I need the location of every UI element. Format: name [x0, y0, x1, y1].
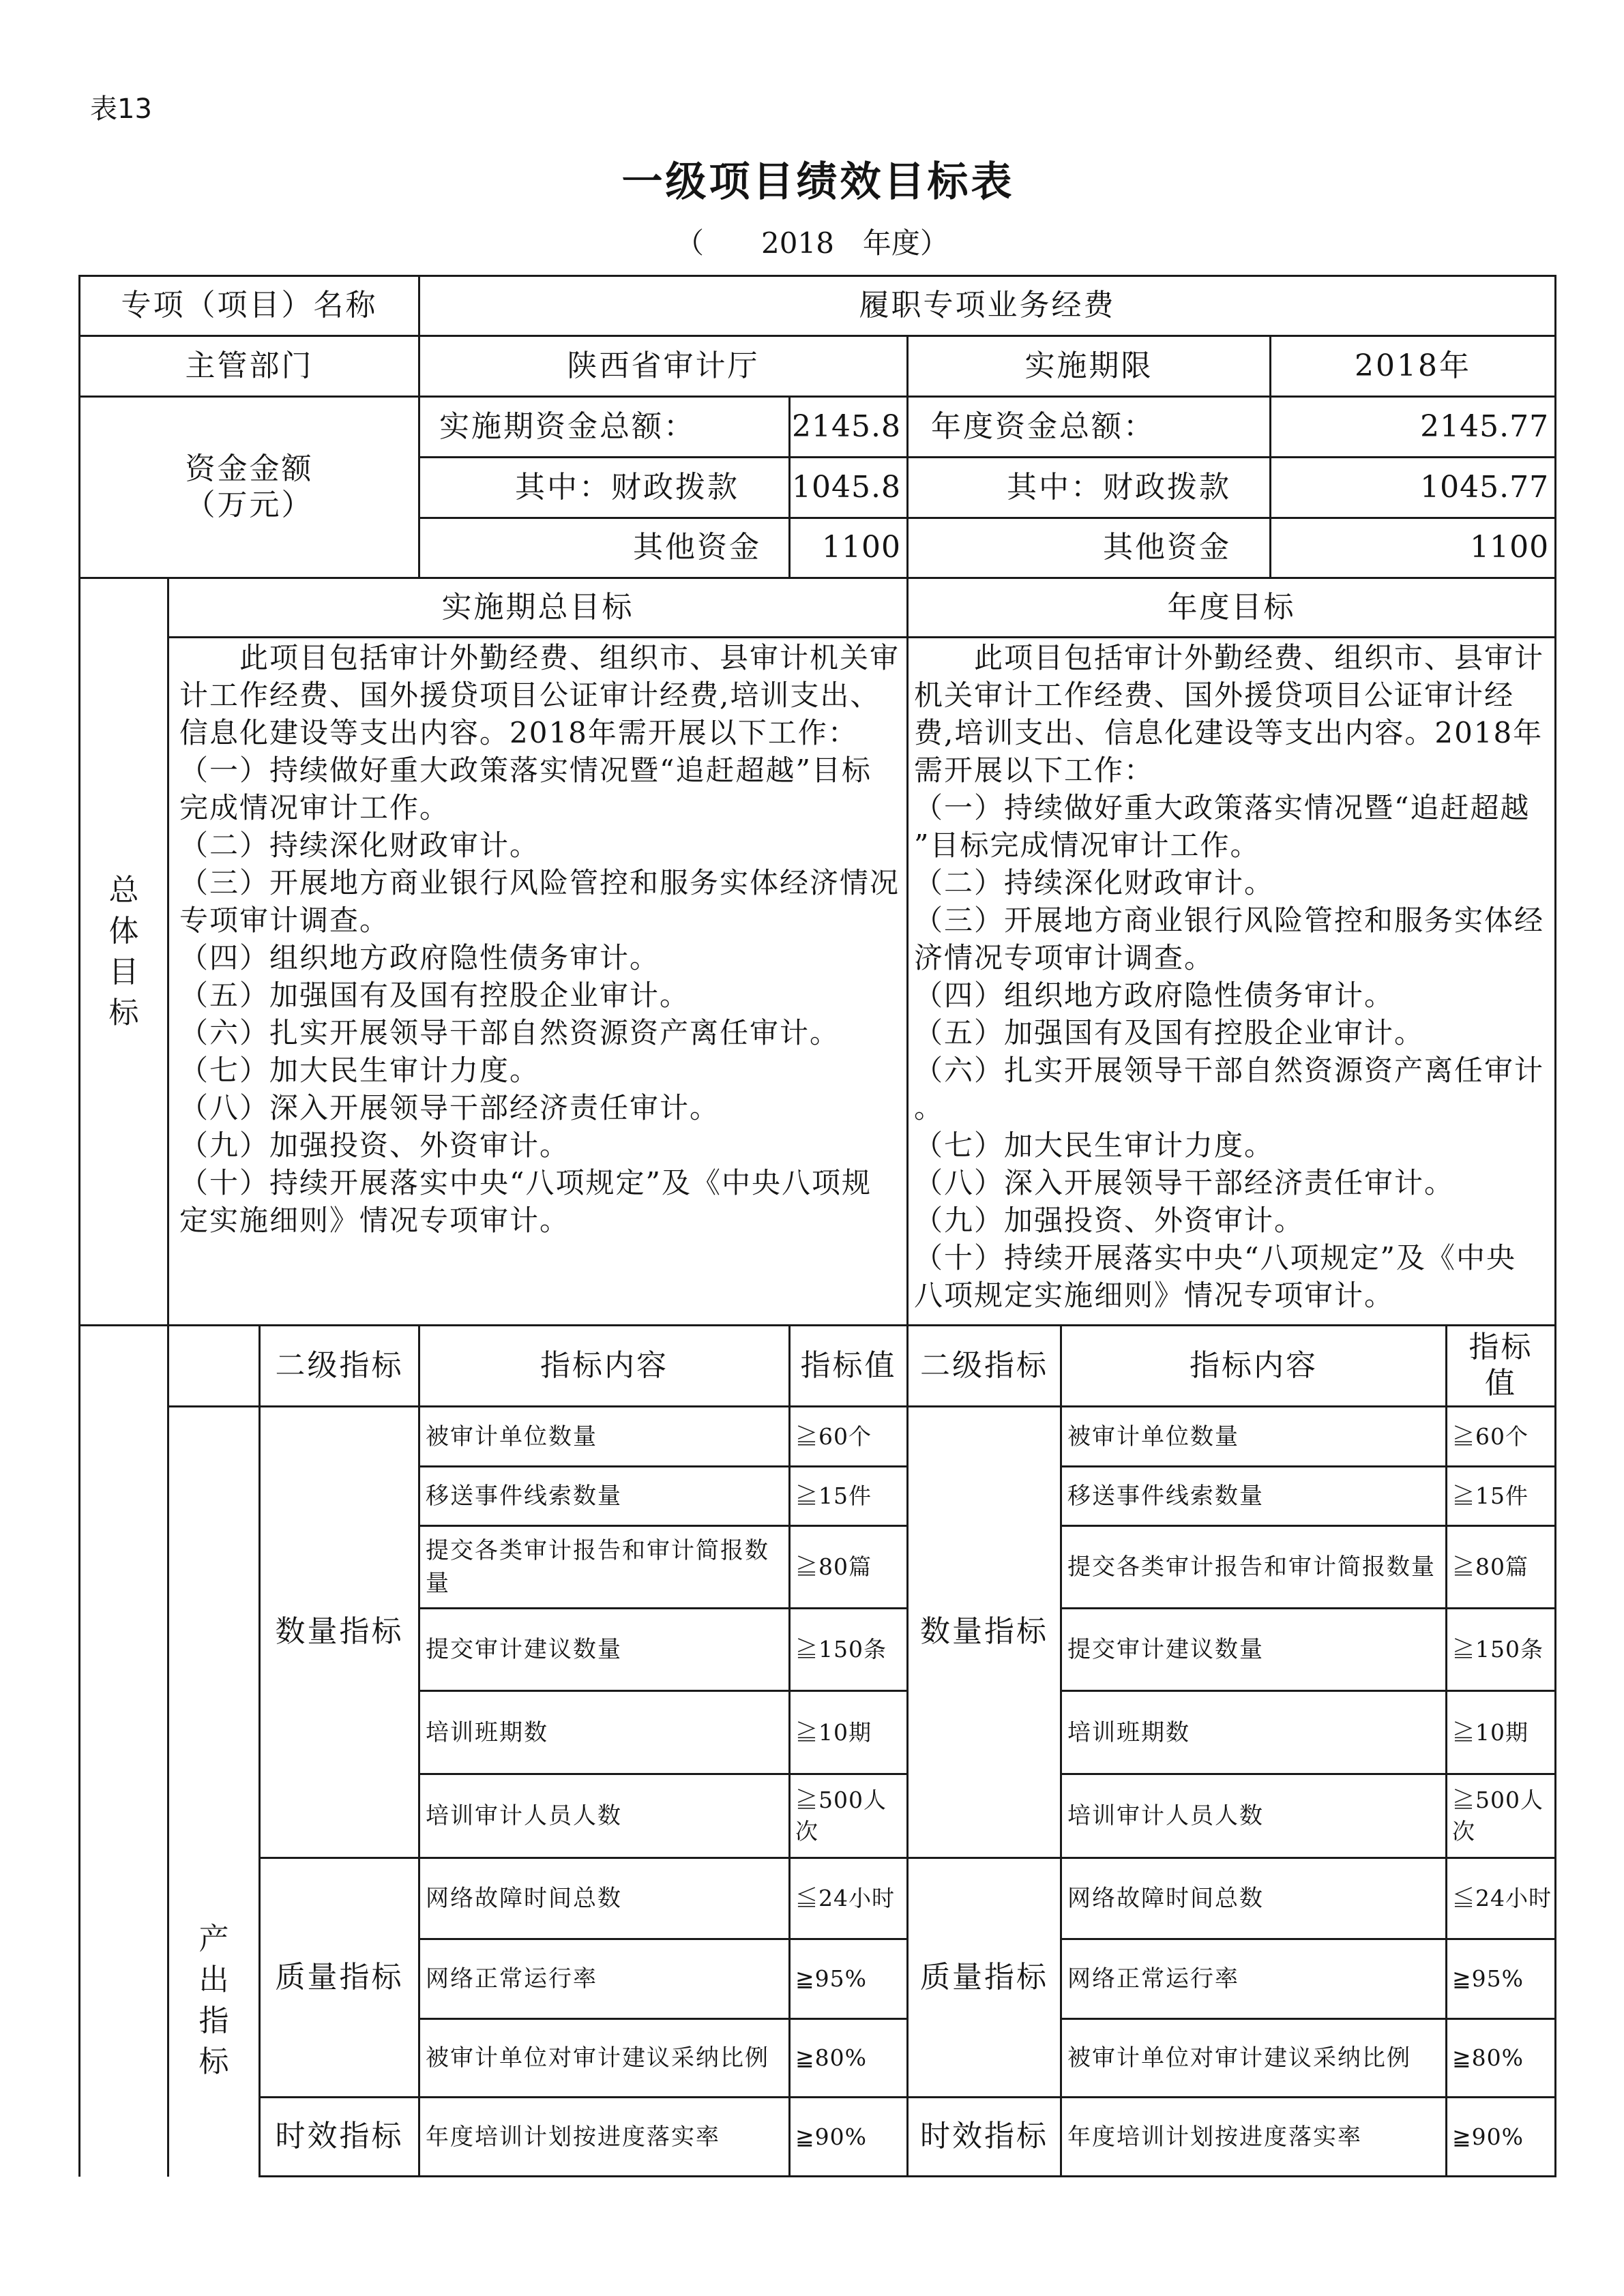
goal-text-line: （七）加大民生审计力度。: [179, 1054, 540, 1087]
goal-text-line: （五）加强国有及国有控股企业审计。: [914, 1016, 1425, 1049]
goal-text-line: 。: [914, 1091, 945, 1124]
indicator-value-annual: ≦24小时: [1447, 1858, 1556, 1939]
goal-text-line: （八）深入开展领导干部经济责任审计。: [914, 1166, 1455, 1199]
goal-text-line: 机关审计工作经费、国外援贷项目公证审计经: [914, 679, 1515, 712]
indicator-content-period: 移送事件线索数量: [419, 1467, 790, 1526]
goal-text-line: （三）开展地方商业银行风险管控和服务实体经济情况: [179, 866, 900, 899]
goal-text-line: 专项审计调查。: [179, 904, 390, 937]
period-goal-cell: [168, 638, 908, 1326]
goal-text-line: ”目标完成情况审计工作。: [914, 829, 1260, 862]
goal-text-line: （四）组织地方政府隐性债务审计。: [179, 941, 660, 974]
header-blank-cell: [168, 1326, 260, 1407]
indicator-content-annual: 培训审计人员人数: [1061, 1774, 1447, 1858]
indicator-value-annual: ≧90%: [1447, 2098, 1556, 2177]
indicator-content-line: 量: [426, 1570, 451, 1597]
annual-other-value: 1100: [1271, 518, 1556, 578]
department-label: 主管部门: [80, 336, 419, 397]
indicator-content-period: 提交审计建议数量: [419, 1609, 790, 1691]
indicator-content-period: 网络故障时间总数: [419, 1858, 790, 1939]
indicator-value-period: ≧80篇: [790, 1526, 908, 1609]
implementation-period: 2018年: [1271, 336, 1556, 397]
goal-text-line: （八）深入开展领导干部经济责任审计。: [179, 1091, 720, 1124]
value-header-line: 值: [1485, 1366, 1518, 1401]
content-header-annual: 指标内容: [1061, 1326, 1447, 1407]
goal-text-line: （六）扎实开展领导干部自然资源资产离任审计。: [179, 1016, 840, 1049]
goal-text-line: （九）加强投资、外资审计。: [179, 1129, 570, 1162]
goal-text-line: 此项目包括审计外勤经费、组织市、县审计: [914, 641, 1545, 674]
indicator-content-annual: 被审计单位数量: [1061, 1407, 1447, 1467]
goal-text-line: （七）加大民生审计力度。: [914, 1129, 1275, 1162]
second-level-indicator-annual: 时效指标: [908, 2098, 1061, 2177]
period-fiscal-label: 其中：财政拨款: [419, 458, 790, 518]
second-level-indicator-period: 数量指标: [260, 1407, 419, 1858]
goal-text-line: （三）开展地方商业银行风险管控和服务实体经: [914, 904, 1545, 937]
second-level-indicator-period: 时效指标: [260, 2098, 419, 2177]
implementation-period-label: 实施期限: [908, 336, 1271, 397]
value-header-period: 指标值: [790, 1326, 908, 1407]
indicator-value-line: ≧500人: [1452, 1787, 1544, 1813]
goal-text-line: 八项规定实施细则》情况专项审计。: [914, 1279, 1395, 1312]
indicator-content-period: 年度培训计划按进度落实率: [419, 2098, 790, 2177]
indicator-value-period: ≧60个: [790, 1407, 908, 1467]
indicator-value-annual: ≧15件: [1447, 1467, 1556, 1526]
first-level-indicator-cell: [80, 1326, 168, 2177]
project-name: 履职专项业务经费: [419, 276, 1556, 336]
indicator-value-annual: ≧95%: [1447, 1939, 1556, 2019]
second-level-indicator-period: 质量指标: [260, 1858, 419, 2098]
indicator-content-period: 培训班期数: [419, 1691, 790, 1774]
indicator-content-annual: 培训班期数: [1061, 1691, 1447, 1774]
funds-label-line: 资金金额: [185, 451, 314, 486]
period-total-label: 实施期资金总额：: [419, 397, 790, 458]
goal-text-line: 费,培训支出、信息化建设等支出内容。2018年: [914, 716, 1544, 749]
goal-text-line: （五）加强国有及国有控股企业审计。: [179, 979, 690, 1012]
indicator-content-annual: 被审计单位对审计建议采纳比例: [1061, 2019, 1447, 2098]
second-level-indicator-annual: 数量指标: [908, 1407, 1061, 1858]
goal-text-line: （一）持续做好重大政策落实情况暨“追赶超越: [914, 791, 1531, 824]
indicator-value-period: ≧10期: [790, 1691, 908, 1774]
indicator-content-period: 被审计单位数量: [419, 1407, 790, 1467]
indicator-value-period: ≧95%: [790, 1939, 908, 2019]
indicator-value-annual: ≧80%: [1447, 2019, 1556, 2098]
indicator-value-annual: ≧80篇: [1447, 1526, 1556, 1609]
department: 陕西省审计厅: [419, 336, 908, 397]
goal-text-line: （四）组织地方政府隐性债务审计。: [914, 979, 1395, 1012]
goal-text-line: （九）加强投资、外资审计。: [914, 1204, 1305, 1237]
goal-text-line: （二）持续深化财政审计。: [914, 866, 1275, 899]
indicator-content-annual: 年度培训计划按进度落实率: [1061, 2098, 1447, 2177]
performance-goal-table: [78, 275, 1556, 2177]
overall-goals-label-cell: [80, 578, 168, 1326]
indicator-value-period: ≧15件: [790, 1467, 908, 1526]
annual-fiscal-value: 1045.77: [1271, 458, 1556, 518]
annual-other-label: 其他资金: [908, 518, 1271, 578]
indicator-value-annual: ≧150条: [1447, 1609, 1556, 1691]
goal-text-line: （十）持续开展落实中央“八项规定”及《中央八项规: [179, 1166, 872, 1199]
indicator-content-annual: 提交审计建议数量: [1061, 1609, 1447, 1691]
indicator-value-line: ≧500人: [795, 1787, 887, 1813]
indicator-content-annual: 网络正常运行率: [1061, 1939, 1447, 2019]
second-level-header-period: 二级指标: [260, 1326, 419, 1407]
annual-goal-text: [909, 639, 1554, 1324]
value-header-line: 指标: [1468, 1330, 1533, 1365]
period-total-value: 2145.8: [790, 397, 908, 458]
goal-text-line: （一）持续做好重大政策落实情况暨“追赶超越”目标: [179, 754, 872, 787]
annual-total-value: 2145.77: [1271, 397, 1556, 458]
indicator-content-period: [419, 1526, 790, 1609]
project-name-label: 专项（项目）名称: [80, 276, 419, 336]
indicator-content-annual: 移送事件线索数量: [1061, 1467, 1447, 1526]
output-indicators-label: 产出指标: [198, 1922, 229, 2080]
second-level-indicator-annual: 质量指标: [908, 1858, 1061, 2098]
goal-text-line: 信息化建设等支出内容。2018年需开展以下工作：: [179, 716, 858, 749]
goal-text-line: （十）持续开展落实中央“八项规定”及《中央: [914, 1241, 1516, 1274]
goal-text-line: 计工作经费、国外援贷项目公证审计经费,培训支出、: [179, 679, 881, 712]
indicator-value-period: ≧150条: [790, 1609, 908, 1691]
indicator-content-period: 培训审计人员人数: [419, 1774, 790, 1858]
period-goal-header: 实施期总目标: [168, 578, 908, 638]
content-header-period: 指标内容: [419, 1326, 790, 1407]
period-goal-text: [169, 639, 906, 1324]
second-level-header-annual: 二级指标: [908, 1326, 1061, 1407]
value-header-annual: [1447, 1326, 1556, 1407]
indicator-value-annual: ≧10期: [1447, 1691, 1556, 1774]
goal-text-line: （六）扎实开展领导干部自然资源资产离任审计: [914, 1054, 1545, 1087]
overall-goals-label: 总体目标: [108, 872, 139, 1030]
period-other-value: 1100: [790, 518, 908, 578]
goal-text-line: 济情况专项审计调查。: [914, 941, 1215, 974]
indicator-content-period: 网络正常运行率: [419, 1939, 790, 2019]
indicator-value-line: 次: [1452, 1818, 1476, 1845]
output-indicators-cell: [168, 1407, 260, 2177]
funds-unit-line: （万元）: [185, 487, 314, 522]
period-fiscal-value: 1045.8: [790, 458, 908, 518]
indicator-value-annual: [1447, 1774, 1556, 1858]
annual-total-label: 年度资金总额：: [908, 397, 1271, 458]
indicator-content-annual: 网络故障时间总数: [1061, 1858, 1447, 1939]
indicator-value-period: ≧90%: [790, 2098, 908, 2177]
goal-text-line: 此项目包括审计外勤经费、组织市、县审计机关审: [179, 641, 900, 674]
year-line: （ 2018 年度）: [675, 226, 949, 260]
annual-fiscal-label: 其中：财政拨款: [908, 458, 1271, 518]
indicator-value-annual: ≧60个: [1447, 1407, 1556, 1467]
goal-text-line: 完成情况审计工作。: [179, 791, 450, 824]
table-number-label: 表13: [90, 93, 152, 125]
indicator-value-period: ≧80%: [790, 2019, 908, 2098]
indicator-content-line: 提交各类审计报告和审计简报数: [426, 1537, 770, 1564]
indicator-content-annual: 提交各类审计报告和审计简报数量: [1061, 1526, 1447, 1609]
funds-label-cell: [80, 397, 419, 578]
indicator-value-period: ≦24小时: [790, 1858, 908, 1939]
period-other-label: 其他资金: [419, 518, 790, 578]
indicator-value-line: 次: [795, 1818, 819, 1845]
page-title: 一级项目绩效目标表: [621, 158, 1015, 206]
goal-text-line: 需开展以下工作：: [914, 754, 1155, 787]
goal-text-line: 定实施细则》情况专项审计。: [179, 1204, 570, 1237]
indicator-content-period: 被审计单位对审计建议采纳比例: [419, 2019, 790, 2098]
indicator-value-period: [790, 1774, 908, 1858]
annual-goal-cell: [908, 638, 1556, 1326]
annual-goal-header: 年度目标: [908, 578, 1556, 638]
goal-text-line: （二）持续深化财政审计。: [179, 829, 540, 862]
